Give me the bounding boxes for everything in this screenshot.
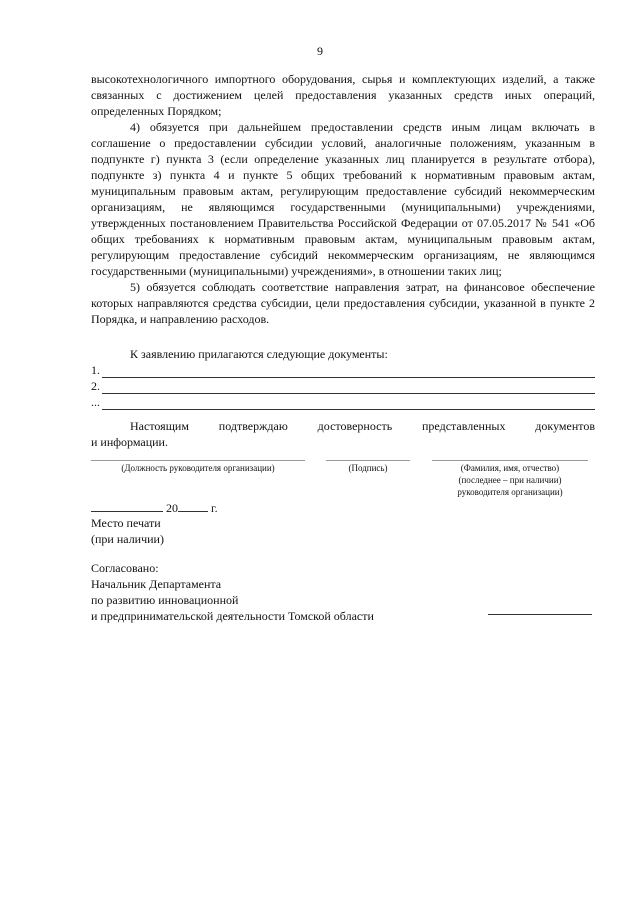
attachment-number: 1.: [91, 363, 100, 377]
year-blank: [178, 500, 208, 512]
name-blank: [432, 460, 588, 461]
agreed-block: [91, 560, 374, 624]
paragraph-continuation: высокотехнологичного импортного оборудования, сырья и комплектующих изделий, а также связанных с достижением целей предоставления указанных средств иных операций, определенных Порядком;: [91, 72, 595, 118]
attachment-line-2: [91, 378, 595, 394]
date-year-prefix: 20: [163, 501, 178, 515]
name-caption-line-2: (последнее – при наличии): [458, 475, 562, 485]
attachment-blank: [102, 381, 595, 394]
agreed-line-3: по развитию инновационной: [91, 593, 239, 607]
attachment-number: 2.: [91, 379, 100, 393]
attachment-number: ...: [91, 395, 100, 409]
attachments-section: [91, 346, 595, 410]
stamp-note: (при наличии): [91, 532, 164, 546]
body-text: [91, 71, 595, 327]
attachment-line-3: [91, 394, 595, 410]
confirmation-line-2: и информации.: [91, 435, 168, 449]
agreed-line-4: и предпринимательской деятельности Томской области: [91, 609, 374, 623]
name-caption: [432, 462, 588, 498]
agreed-line-2: Начальник Департамента: [91, 577, 222, 591]
stamp-label: Место печати: [91, 516, 161, 530]
signature-caption: (Подпись): [348, 463, 388, 473]
stamp-block: [91, 515, 164, 547]
attachment-blank: [102, 397, 595, 410]
position-blank: [91, 460, 305, 461]
date-line: [91, 500, 218, 516]
name-caption-line-1: (Фамилия, имя, отчество): [460, 463, 560, 473]
agreed-title: Согласовано:: [91, 561, 159, 575]
confirmation-line-1: Настоящим подтверждаю достоверность представленных документов: [130, 419, 595, 433]
attachment-line-1: [91, 362, 595, 378]
signature-blank: [326, 460, 410, 461]
page-number: 9: [317, 44, 323, 58]
attachments-intro: К заявлению прилагаются следующие документы:: [130, 347, 388, 361]
date-blank: [91, 500, 163, 512]
agreed-signature-blank: [488, 614, 592, 615]
name-caption-line-3: руководителя организации): [457, 487, 563, 497]
paragraph-item-4: 4) обязуется при дальнейшем предоставлении средств иным лицам включать в соглашение о предоставлении субсидии условий, аналогичные положениям, указанным в подпункте г) пункта 3 (если определение указанных лиц планируется в результате отбора), подпункте з) пункта 4 и пункте 5 общих требований к нормативным правовым актам, муниципальным правовым актам, регулирующим предоставление субсидий некоммерческим организациям, не являющимся государственными (муниципальными) учреждениями, утвержденных постановлением Правительства Российской Федерации от 07.05.2017 № 541 «Об общих требованиях к нормативным правовым актам, муниципальным правовым актам, регулирующим предоставление субсидий некоммерческим организациям, не являющимся государственными (муниципальными) учреждениями», в отношении таких лиц;: [91, 120, 595, 278]
attachment-blank: [102, 365, 595, 378]
position-caption: (Должность руководителя организации): [121, 463, 275, 473]
paragraph-item-5: 5) обязуется соблюдать соответствие направления затрат, на финансовое обеспечение которых направляются средства субсидии, цели предоставления субсидии, указанной в пункте 2 Порядка, и направлению расходов.: [91, 280, 595, 326]
date-year-suffix: г.: [208, 501, 218, 515]
